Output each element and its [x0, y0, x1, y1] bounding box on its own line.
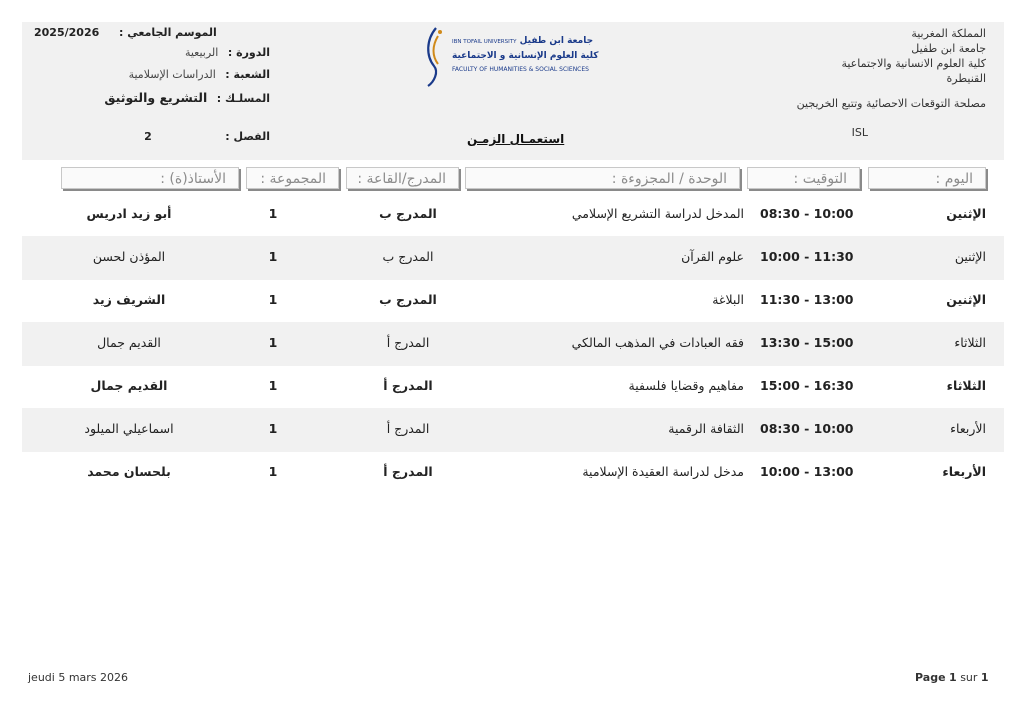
module-cell: مدخل لدراسة العقيدة الإسلامية [582, 464, 744, 479]
time-cell: 15:00 - 16:30 [760, 378, 854, 393]
logo-line-3: FACULTY OF HUMANITIES & SOCIAL SCIENCES [452, 66, 589, 73]
page-total: 1 [980, 671, 989, 684]
column-header-professor: الأستاذ(ة) : [61, 167, 239, 189]
room-cell: المدرج أ [386, 335, 430, 350]
table-row [22, 365, 1004, 409]
column-header-room: المدرج/القاعة : [346, 167, 459, 189]
time-cell: 10:00 - 11:30 [760, 249, 854, 264]
track-value: التشريع والتوثيق [104, 90, 208, 105]
semester-field [144, 130, 270, 143]
semester-value: 2 [144, 130, 152, 143]
document-title: استعمـال الزمـن [467, 132, 565, 146]
semester-label: الفصل : [225, 130, 270, 143]
professor-cell: الشريف زيد [92, 292, 166, 307]
page-of: sur [960, 671, 978, 684]
module-cell: مفاهيم وقضايا فلسفية [628, 378, 744, 393]
day-cell: الإثنين [946, 292, 986, 307]
room-cell: المدرج ب [379, 292, 437, 307]
professor-cell: القديم جمال [97, 335, 161, 350]
service-label: مصلحة التوقعات الاحصائية وتتبع الخريجين [796, 97, 986, 110]
professor-cell: أبو زيد ادريس [86, 206, 172, 221]
institution-code: ISL [851, 126, 868, 139]
faculty-label: كلية العلوم الانسانية والاجتماعية [841, 57, 986, 70]
day-cell: الثلاثاء [946, 378, 986, 393]
day-cell: الإثنين [946, 206, 986, 221]
session-label: الدورة : [227, 46, 270, 59]
institution-block [797, 26, 986, 140]
group-cell: 1 [268, 421, 278, 436]
professor-cell: اسماعيلي الميلود [84, 421, 174, 436]
room-cell: المدرج أ [383, 378, 433, 393]
professor-cell: القديم جمال [90, 378, 168, 393]
module-cell: الثقافة الرقمية [668, 421, 744, 436]
university-label: جامعة ابن طفيل [911, 42, 986, 55]
branch-field [129, 68, 270, 81]
group-cell: 1 [268, 292, 278, 307]
day-cell: الإثنين [954, 249, 986, 264]
room-cell: المدرج أ [383, 464, 433, 479]
time-cell: 08:30 - 10:00 [760, 421, 854, 436]
branch-label: الشعبة : [225, 68, 270, 81]
table-row [22, 451, 1004, 495]
page-prefix: Page [915, 671, 946, 684]
day-cell: الأربعاء [942, 464, 986, 479]
group-cell: 1 [268, 464, 278, 479]
group-cell: 1 [268, 378, 278, 393]
day-cell: الأربعاء [950, 421, 986, 436]
group-cell: 1 [268, 335, 278, 350]
column-header-group: المجموعة : [246, 167, 339, 189]
time-cell: 11:30 - 13:00 [760, 292, 854, 307]
room-cell: المدرج أ [386, 421, 430, 436]
logo-line-2: كلية العلوم الإنسانية و الاجتماعية [452, 51, 599, 61]
module-cell: البلاغة [712, 292, 744, 307]
group-cell: 1 [268, 206, 278, 221]
table-row [22, 193, 1004, 237]
kingdom-label: المملكة المغربية [911, 27, 986, 40]
room-cell: المدرج ب [382, 249, 434, 264]
track-label: المسلـك : [216, 92, 270, 105]
column-header-module: الوحدة / المجزوءة : [465, 167, 740, 189]
room-cell: المدرج ب [379, 206, 437, 221]
page-current: 1 [949, 671, 957, 684]
column-header-time: التوقيت : [747, 167, 860, 189]
session-value: الربيعية [184, 46, 219, 59]
table-row [22, 279, 1004, 323]
module-cell: المدخل لدراسة التشريع الإسلامي [571, 206, 744, 221]
module-cell: فقه العبادات في المذهب المالكي [571, 335, 744, 350]
university-logo [422, 26, 599, 92]
table-row [22, 236, 1004, 280]
university-emblem-icon [422, 26, 448, 88]
professor-cell: المؤذن لحسن [92, 249, 166, 264]
city-label: القنيطرة [946, 72, 986, 85]
time-cell: 10:00 - 13:00 [760, 464, 854, 479]
page-header [22, 22, 1004, 160]
time-cell: 08:30 - 10:00 [760, 206, 854, 221]
column-headers [0, 167, 1024, 193]
professor-cell: بلحسان محمد [87, 464, 171, 479]
track-field [104, 90, 270, 105]
column-header-day: اليوم : [868, 167, 986, 189]
table-row [22, 322, 1004, 366]
group-cell: 1 [268, 249, 278, 264]
day-cell: الثلاثاء [954, 335, 986, 350]
academic-year-label: الموسم الجامعي : [119, 26, 217, 39]
print-date: jeudi 5 mars 2026 [28, 671, 129, 684]
table-row [22, 408, 1004, 452]
session-field [185, 46, 270, 59]
branch-value: الدراسات الإسلامية [128, 68, 216, 81]
time-cell: 13:30 - 15:00 [760, 335, 854, 350]
academic-year-value: 2025/2026 [34, 26, 100, 39]
page-counter [915, 671, 989, 684]
logo-line-1: IBN TOFAIL UNIVERSITY جامعة ابن طفيل [452, 36, 594, 46]
module-cell: علوم القرآن [681, 249, 744, 264]
